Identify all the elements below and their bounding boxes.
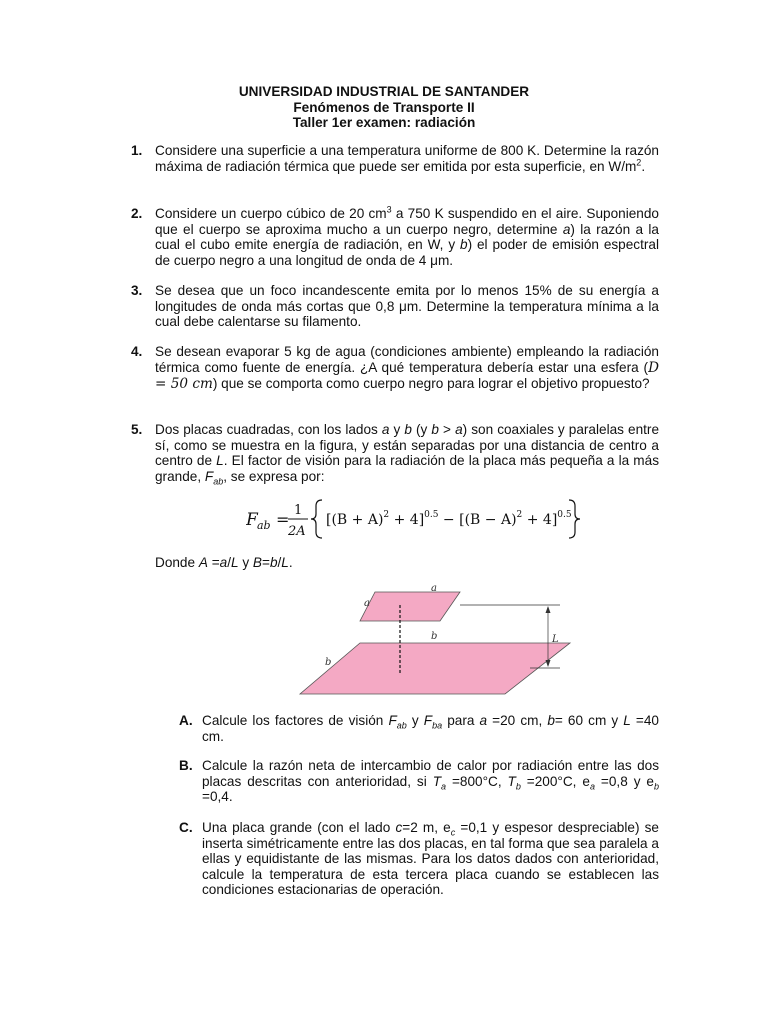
- italic-letter: L: [230, 555, 239, 570]
- text-run: =200°C, e: [520, 773, 590, 789]
- course-name: Fenómenos de Transporte II: [293, 99, 475, 115]
- subscript: c: [450, 827, 456, 838]
- italic-letter: T: [432, 773, 441, 789]
- label-a-side: a: [364, 598, 370, 609]
- view-factor-formula: [246, 496, 586, 542]
- formula-body: [326, 510, 572, 528]
- label-b-side: b: [325, 657, 332, 668]
- text-run: Calcule los factores de visión: [202, 713, 389, 728]
- large-plate: [300, 643, 570, 694]
- subquestion-letter: B.: [179, 758, 193, 773]
- text-run: Considere una superficie a una temperatura uniforme de 800 K. Determine la razón máxima de radiación térmica que puede ser emitida por esta superficie, en W/m: [155, 143, 659, 174]
- question-2: [131, 206, 659, 268]
- text-run: Dos placas cuadradas, con los lados: [155, 422, 382, 437]
- text-run: =20 cm,: [487, 713, 548, 728]
- text-run: /: [277, 555, 282, 570]
- question-number: 4.: [131, 344, 143, 359]
- question-text: [155, 143, 659, 174]
- text-run: (y: [411, 422, 432, 437]
- question-number: 2.: [131, 206, 143, 221]
- question-number: 3.: [131, 283, 143, 298]
- text-run: =800°C,: [446, 773, 508, 789]
- text-run: .: [641, 158, 646, 174]
- subquestion-text: [202, 820, 659, 898]
- italic-letter: c: [395, 820, 403, 835]
- question-5: [131, 422, 659, 487]
- formula-operator: −: [438, 512, 460, 528]
- formula-equals: =: [276, 510, 290, 529]
- question-text: Se desea que un foco incandescente emita por lo menos 15% de su energía a longitudes de onda más cortas que 0,8 μm. Determine la temperatura mínima a la cual debe calentarse su filamento.: [155, 283, 659, 330]
- formula-lhs-subscript: ab: [257, 519, 271, 532]
- small-plate: [360, 592, 460, 621]
- italic-letter: a: [455, 422, 463, 437]
- document-title: Taller 1er examen: radiación: [292, 115, 476, 131]
- document-header: [0, 84, 768, 131]
- italic-letter: B: [252, 555, 262, 570]
- text-run: =40 cm.: [202, 713, 659, 744]
- text-run: Una placa grande (con el lado: [202, 820, 396, 835]
- italic-letter: A: [198, 555, 208, 570]
- text-run: =2 m, e: [402, 820, 451, 835]
- italic-letter: b: [404, 422, 412, 437]
- subscript: ba: [432, 720, 443, 731]
- text-run: =: [261, 555, 270, 570]
- label-L: L: [552, 634, 559, 645]
- label-b-center: b: [431, 631, 438, 642]
- question-text: [155, 206, 659, 268]
- text-run: >: [438, 422, 456, 437]
- text-run: y: [406, 713, 424, 728]
- question-1: [131, 143, 659, 174]
- formula-denominator: 2A: [288, 524, 306, 539]
- subquestion-b: [179, 758, 659, 805]
- italic-letter: T: [507, 773, 516, 789]
- text-run: ) el poder de emisión espectral de cuerpo negro a una longitud de onda de 4 μm.: [155, 237, 659, 268]
- italic-letter: L: [281, 555, 289, 570]
- text-run: ) la razón a la cual el cubo emite energía de radiación, en W, y: [155, 221, 659, 253]
- text-run: y: [389, 422, 405, 437]
- question-3: [131, 283, 659, 330]
- subscript: ab: [396, 720, 407, 731]
- superscript: 3: [386, 204, 392, 215]
- superscript: 2: [636, 157, 642, 168]
- text-run: =: [207, 555, 220, 570]
- subquestion-letter: C.: [179, 820, 193, 835]
- italic-letter: a: [381, 422, 390, 437]
- italic-letter: a: [479, 713, 488, 728]
- italic-letter: L: [623, 713, 631, 728]
- math-expression: D = 50 cm: [155, 359, 659, 393]
- formula-exponent: 0.5: [557, 510, 572, 520]
- subscript: a: [441, 781, 447, 792]
- text-run: para: [442, 713, 480, 728]
- plates-figure: [290, 580, 580, 700]
- italic-letter: a: [562, 221, 571, 237]
- italic-letter: F: [423, 713, 433, 728]
- formula-exponent: 2: [516, 510, 523, 520]
- italic-letter: F: [388, 713, 397, 728]
- university-name: UNIVERSIDAD INDUSTRIAL DE SANTANDER: [238, 84, 530, 99]
- text-run: . El factor de visión para la radiación de la placa más pequeña a la más grande,: [155, 453, 659, 484]
- text-run: ) que se comporta como cuerpo negro para lograr el objetivo propuesto?: [212, 376, 650, 392]
- text-run: Donde: [155, 555, 199, 570]
- subquestion-a: [179, 713, 659, 744]
- formula-definitions: [155, 555, 555, 571]
- text-run: a 750 K suspendido en el aire. Suponiendo que el cuerpo se aproxima mucho a un cuerpo negro, determine: [155, 206, 659, 237]
- question-4: [131, 344, 659, 393]
- left-brace: [311, 500, 322, 538]
- text-run: /: [227, 555, 231, 570]
- subquestion-text: [202, 713, 659, 744]
- subscript: b: [515, 781, 521, 792]
- formula-numerator: 1: [294, 503, 303, 518]
- text-run: , se expresa por:: [223, 468, 325, 484]
- italic-letter: b: [269, 555, 278, 570]
- distance-arrow-up: [546, 606, 551, 613]
- text-run: Considere un cuerpo cúbico de 20 cm: [155, 206, 387, 221]
- italic-letter: F: [204, 468, 214, 484]
- text-run: = 60 cm y: [554, 713, 624, 728]
- formula-term: + 4]: [522, 512, 558, 528]
- text-run: Se desean evaporar 5 kg de agua (condiciones ambiente) empleando la radiación térmica como fuente de energía. ¿A qué temperatura debería estar una esfera (: [155, 344, 659, 375]
- question-text: [155, 422, 659, 487]
- italic-letter: a: [219, 555, 228, 570]
- formula-term: [(B − A): [459, 512, 517, 528]
- formula-term: + 4]: [389, 512, 425, 528]
- text-run: =0,4.: [202, 789, 233, 805]
- italic-letter: b: [431, 422, 439, 437]
- text-run: =0,1 y espesor despreciable) se inserta simétricamente entre las dos placas, en tal forma que sea paralela a ellas y equidistante de las mismas. Para los datos dados con anterioridad, calcule la temperatura de esta tercera placa cuando se establecen las condiciones estacionarias de operación.: [202, 820, 659, 898]
- label-a-top: a: [431, 583, 437, 594]
- subquestion-letter: A.: [179, 713, 193, 728]
- subquestion-c: [179, 820, 659, 898]
- text-run: y: [238, 555, 253, 570]
- text-run: .: [288, 555, 293, 570]
- formula-lhs: F: [246, 510, 258, 530]
- distance-arrow-down: [546, 660, 551, 667]
- subscript: b: [654, 781, 660, 792]
- text-run: ) son coaxiales y paralelas entre sí, como se muestra en la figura, y están separadas por una distancia de centro a centro de: [155, 422, 659, 469]
- question-text: [155, 344, 659, 393]
- question-number: 1.: [131, 143, 143, 158]
- formula-exponent: 0.5: [424, 510, 439, 520]
- italic-letter: b: [460, 237, 468, 253]
- italic-letter: b: [547, 713, 555, 728]
- subquestion-text: [202, 758, 659, 805]
- formula-exponent: 2: [383, 510, 390, 520]
- question-number: 5.: [131, 422, 143, 437]
- text-run: Calcule la razón neta de intercambio de calor por radiación entre las dos placas descritas con anterioridad, si: [202, 758, 659, 789]
- subscript: ab: [213, 476, 224, 487]
- text-run: =0,8 y e: [594, 773, 654, 789]
- subscript: a: [589, 781, 595, 792]
- formula-term: [(B + A): [326, 512, 384, 528]
- italic-letter: L: [216, 453, 224, 469]
